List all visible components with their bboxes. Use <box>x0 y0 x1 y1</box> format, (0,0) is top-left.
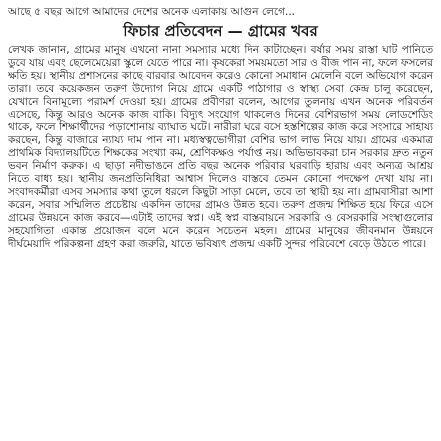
top-text-line: আছে ৫ বছর আগে আমাদের দেশের অনেক এলাকায় আগুন লেগে... <box>8 6 296 18</box>
body-paragraph: লেখক জানান, গ্রামের মানুষ এখনো নানা সমস্যার মধ্যে দিন কাটাচ্ছেন। বর্ষার সময় রাস্তা ঘাট পানিতে ডুবে যায় এবং ছেলেমেয়েরা স্কুলে যেতে পারে না। কৃষকেরা সময়মতো সার ও বীজ পান না, ফলে ফসলের ক্ষতি হয়। স্থানীয় প্রশাসনের কাছে বারবার আবেদন করেও কোনো সমাধান মেলেনি বলে অভিযোগ করেন তারা। তবে কয়েকজন তরুণ উদ্যোগ নিয়ে গ্রামে একটি পাঠাগার ও স্বাস্থ্য সেবা কেন্দ্র চালু করেছেন, যেখানে বিনামূল্যে পরামর্শ দেওয়া হয়। গ্রামের প্রবীণরা বলেন, আগের তুলনায় এখন অনেক পরিবর্তন এসেছে, কিন্তু আরও অনেক কাজ বাকি। বিদ্যুৎ সংযোগ থাকলেও দিনের বেশিরভাগ সময় লোডশেডিং থাকে, ফলে শিক্ষার্থীদের পড়াশোনায় ব্যাঘাত ঘটে। নারীরা ঘরে বসে হস্তশিল্পের কাজ করে সংসারে সাহায্য করছেন, কিন্তু বাজারে ন্যায্য দাম পান না। মধ্যস্বত্বভোগীরা বেশির ভাগ লাভ নিয়ে যায়। গ্রামের একমাত্র প্রাথমিক বিদ্যালয়টিতে শিক্ষকের সংখ্যা কম, শ্রেণিকক্ষও পর্যাপ্ত নয়। অভিভাবকরা চান সরকার দ্রুত নতুন ভবন নির্মাণ করুক। এ ছাড়া নদীভাঙনে প্রতি বছর অনেক পরিবার ঘরবাড়ি হারায় এবং অন্যত্র আশ্রয় নিতে বাধ্য হয়। স্থানীয় জনপ্রতিনিধিরা আশ্বাস দিলেও বাস্তবে তেমন কোনো পদক্ষেপ দেখা যায় না। সংবাদকর্মীরা এসব সমস্যার কথা তুলে ধরলে কিছুটা সাড়া মেলে, তবে তা স্থায়ী হয় না। গ্রামবাসীরা আশা করেন, সবার সম্মিলিত প্রচেষ্টায় একদিন তাদের গ্রামও উন্নত হবে। তরুণ প্রজন্ম শিক্ষিত হয়ে ফিরে এসে গ্রামের উন্নয়নে কাজ করবে—এটাই তাদের স্বপ্ন। এই স্বপ্ন বাস্তবায়নে সরকারি ও বেসরকারি সংস্থাগুলোর সহযোগিতা একান্ত প্রয়োজন বলে মনে করেন সচেতন মহল। গ্রামের মানুষের জীবনমান উন্নয়নে দীর্ঘমেয়াদি পরিকল্পনা গ্রহণ করা জরুরি, যাতে ভবিষ্যৎ প্রজন্ম একটি সুন্দর পরিবেশে বেড়ে উঠতে পারে। <box>8 44 433 250</box>
article-heading: ফিচার প্রতিবেদন — গ্রামের খবর <box>123 22 318 40</box>
article-body <box>8 44 433 251</box>
